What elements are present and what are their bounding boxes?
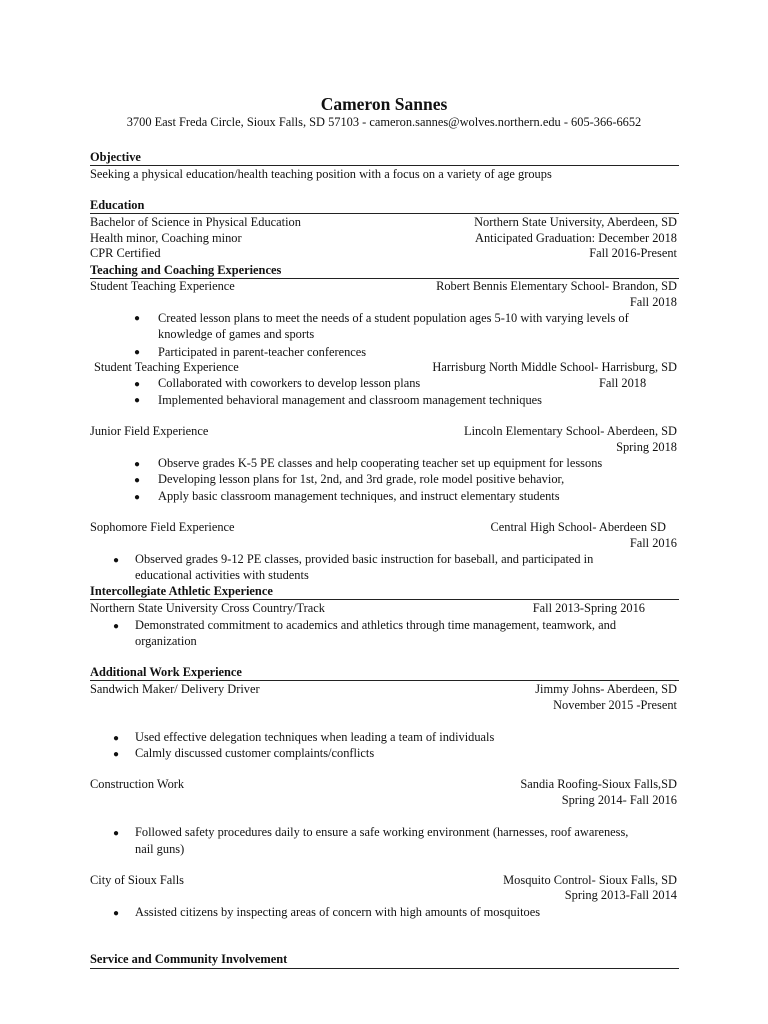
bullet-text: Apply basic classroom management techniques, and instruct elementary students bbox=[158, 489, 560, 503]
experience-org: Mosquito Control- Sioux Falls, SD bbox=[503, 873, 677, 887]
cpr-date: Fall 2016-Present bbox=[589, 246, 677, 260]
experience-org: Harrisburg North Middle School- Harrisburg, SD bbox=[432, 360, 677, 374]
bullet-text: Created lesson plans to meet the needs of a student population ages 5-10 with varying levels of bbox=[158, 311, 629, 325]
objective-text: Seeking a physical education/health teaching position with a focus on a variety of age groups bbox=[90, 167, 552, 181]
bullet-text: Participated in parent-teacher conferences bbox=[158, 345, 367, 359]
service-heading: Service and Community Involvement bbox=[90, 952, 288, 966]
experience-org: Sandia Roofing-Sioux Falls,SD bbox=[520, 777, 677, 791]
experience-date: Fall 2016 bbox=[629, 536, 677, 550]
degree-text: Bachelor of Science in Physical Education bbox=[90, 215, 301, 229]
experience-org: Jimmy Johns- Aberdeen, SD bbox=[535, 682, 677, 696]
bullet-icon: ● bbox=[134, 395, 141, 406]
experience-title: City of Sioux Falls bbox=[90, 873, 184, 887]
education-heading: Education bbox=[90, 198, 145, 212]
experience-date: Spring 2013-Fall 2014 bbox=[564, 888, 677, 902]
bullet-text: Observe grades K-5 PE classes and help cooperating teacher set up equipment for lessons bbox=[158, 456, 603, 470]
bullet-text-continued: organization bbox=[135, 634, 197, 648]
experience-title: Construction Work bbox=[90, 777, 185, 791]
athletic-heading: Intercollegiate Athletic Experience bbox=[90, 584, 273, 598]
bullet-text: Demonstrated commitment to academics and athletics through time management, teamwork, and bbox=[135, 618, 617, 632]
experience-org: Robert Bennis Elementary School- Brandon, SD bbox=[436, 279, 677, 293]
bullet-text: Calmly discussed customer complaints/conflicts bbox=[135, 746, 375, 760]
minor-text: Health minor, Coaching minor bbox=[90, 231, 242, 245]
experience-title: Student Teaching Experience bbox=[94, 360, 239, 374]
bullet-text: Collaborated with coworkers to develop lesson plans bbox=[158, 376, 421, 390]
bullet-icon: ● bbox=[134, 492, 141, 503]
bullet-icon: ● bbox=[134, 313, 141, 324]
bullet-icon: ● bbox=[113, 555, 120, 566]
bullet-text: Developing lesson plans for 1st, 2nd, and 3rd grade, role model positive behavior, bbox=[158, 472, 565, 486]
bullet-text-continued: nail guns) bbox=[135, 842, 185, 856]
school-text: Northern State University, Aberdeen, SD bbox=[474, 215, 677, 229]
experience-title: Junior Field Experience bbox=[90, 424, 209, 438]
bullet-text: Implemented behavioral management and classroom management techniques bbox=[158, 393, 542, 407]
bullet-icon: ● bbox=[134, 379, 141, 390]
experience-org: Lincoln Elementary School- Aberdeen, SD bbox=[464, 424, 677, 438]
bullet-icon: ● bbox=[134, 459, 141, 470]
experience-date: Fall 2018 bbox=[599, 376, 647, 390]
experience-date: Fall 2013-Spring 2016 bbox=[532, 601, 645, 615]
work-heading: Additional Work Experience bbox=[90, 665, 242, 679]
experience-org: Central High School- Aberdeen SD bbox=[490, 520, 666, 534]
resume-name: Cameron Sannes bbox=[320, 94, 448, 114]
experience-title: Sophomore Field Experience bbox=[90, 520, 235, 534]
experience-date: November 2015 -Present bbox=[553, 698, 677, 712]
bullet-icon: ● bbox=[134, 475, 141, 486]
bullet-icon: ● bbox=[134, 347, 141, 358]
section-divider bbox=[90, 968, 679, 969]
objective-heading: Objective bbox=[90, 150, 141, 164]
bullet-text: Followed safety procedures daily to ensure a safe working environment (harnesses, roof awareness, bbox=[135, 825, 629, 839]
bullet-icon: ● bbox=[113, 828, 120, 839]
bullet-text-continued: educational activities with students bbox=[135, 568, 309, 582]
graduation-text: Anticipated Graduation: December 2018 bbox=[475, 231, 677, 245]
bullet-icon: ● bbox=[113, 621, 120, 632]
bullet-icon: ● bbox=[113, 749, 120, 760]
bullet-text: Assisted citizens by inspecting areas of concern with high amounts of mosquitoes bbox=[135, 905, 541, 919]
teaching-heading: Teaching and Coaching Experiences bbox=[90, 263, 282, 277]
bullet-text: Used effective delegation techniques when leading a team of individuals bbox=[135, 730, 495, 744]
experience-date: Fall 2018 bbox=[629, 295, 677, 309]
experience-title: Northern State University Cross Country/Track bbox=[90, 601, 325, 615]
experience-title: Sandwich Maker/ Delivery Driver bbox=[90, 682, 260, 696]
experience-title: Student Teaching Experience bbox=[90, 279, 235, 293]
experience-date: Spring 2014- Fall 2016 bbox=[561, 793, 677, 807]
bullet-text-continued: knowledge of games and sports bbox=[158, 327, 315, 341]
bullet-icon: ● bbox=[113, 908, 120, 919]
bullet-text: Observed grades 9-12 PE classes, provided basic instruction for baseball, and participated in bbox=[135, 552, 594, 566]
experience-date: Spring 2018 bbox=[616, 440, 677, 454]
contact-line: 3700 East Freda Circle, Sioux Falls, SD 57103 - cameron.sannes@wolves.northern.edu - 605-366-6652 bbox=[126, 115, 642, 129]
cpr-text: CPR Certified bbox=[90, 246, 161, 260]
bullet-icon: ● bbox=[113, 733, 120, 744]
